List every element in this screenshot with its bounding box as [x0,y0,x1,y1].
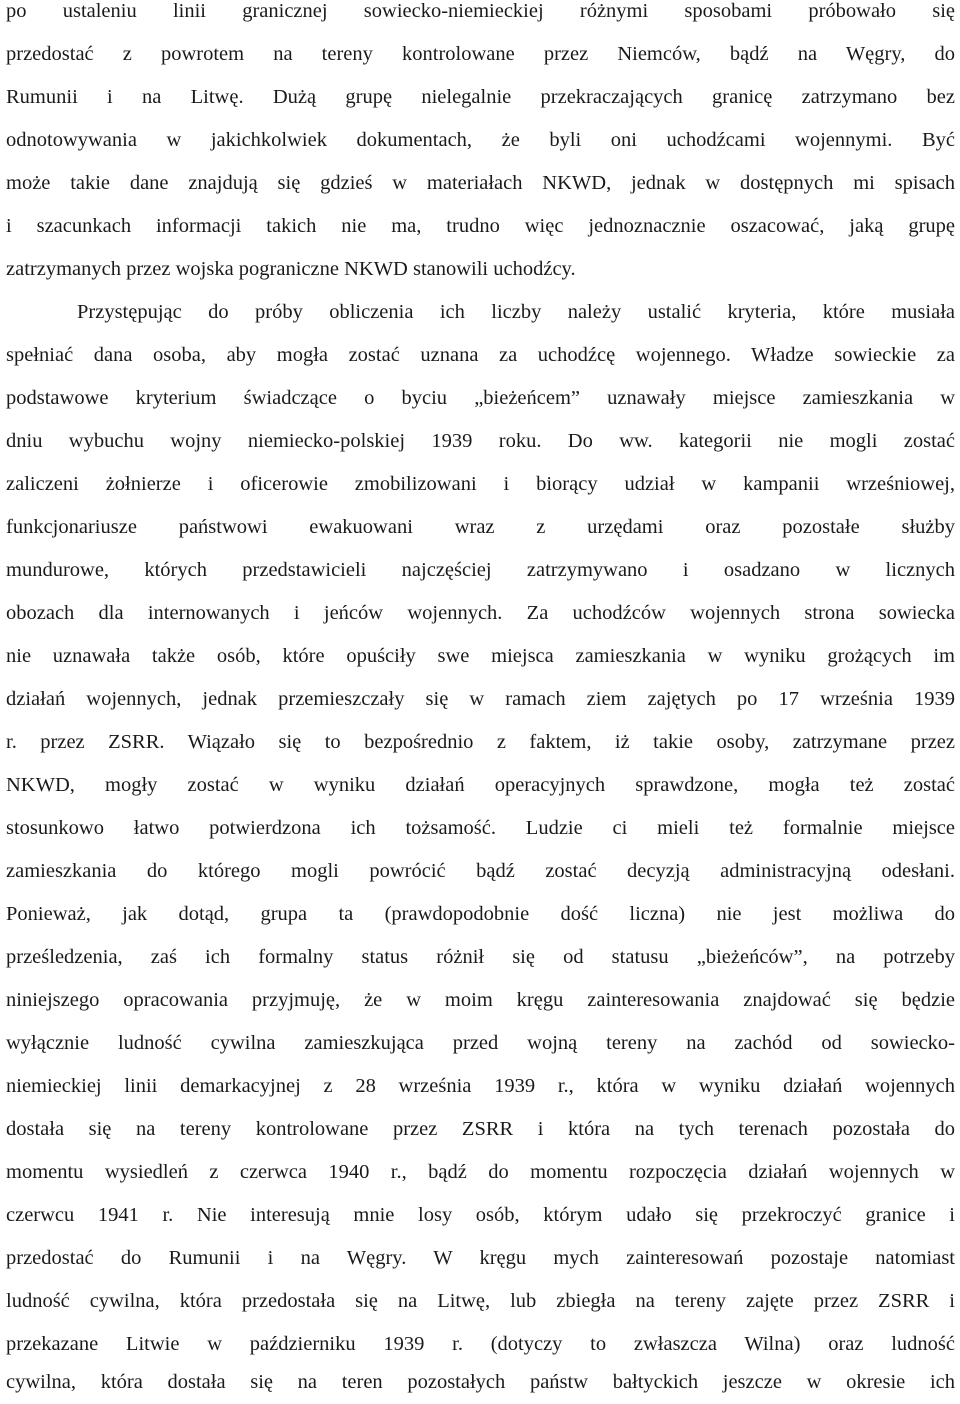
text-line: zatrzymanych przez wojska pograniczne NKWD stanowili uchodźcy. [6,258,576,280]
text-line: mundurowe, których przedstawicieli najczęściej zatrzymywano i osadzano w licznych [6,559,955,581]
text-line: zamieszkania do którego mogli powrócić bądź zostać decyzją administracyjną odesłani. [6,860,955,882]
text-line: odnotowywania w jakichkolwiek dokumentach, że byli oni uchodźcami wojennymi. Być [6,129,955,151]
text-line: dniu wybuchu wojny niemiecko-polskiej 1939 roku. Do ww. kategorii nie mogli zostać [6,430,955,452]
text-line: cywilna, która dostała się na teren pozostałych państw bałtyckich jeszcze w okresie ich [6,1371,955,1393]
text-line: stosunkowo łatwo potwierdzona ich tożsamość. Ludzie ci mieli też formalnie miejsce [6,817,955,839]
text-line: spełniać dana osoba, aby mogła zostać uznana za uchodźcę wojennego. Władze sowieckie za [6,344,955,366]
text-line: dostała się na tereny kontrolowane przez ZSRR i która na tych terenach pozostała do [6,1118,955,1140]
text-line: po ustaleniu linii granicznej sowiecko-niemieckiej różnymi sposobami próbowało się [6,0,955,22]
text-line: może takie dane znajdują się gdzieś w materiałach NKWD, jednak w dostępnych mi spisach [6,172,955,194]
text-line: przedostać do Rumunii i na Węgry. W kręgu mych zainteresowań pozostaje natomiast [6,1247,955,1269]
text-line: Rumunii i na Litwę. Dużą grupę nielegalnie przekraczających granicę zatrzymano bez [6,86,955,108]
text-line: prześledzenia, zaś ich formalny status różnił się od statusu „bieżeńców”, na potrzeby [6,946,955,968]
text-line: niniejszego opracowania przyjmuję, że w moim kręgu zainteresowania znajdować się będzie [6,989,955,1011]
text-line: nie uznawała także osób, które opuściły swe miejsca zamieszkania w wyniku grożących im [6,645,955,667]
text-line: r. przez ZSRR. Wiązało się to bezpośrednio z faktem, iż takie osoby, zatrzymane przez [6,731,955,753]
text-line: obozach dla internowanych i jeńców wojennych. Za uchodźców wojennych strona sowiecka [6,602,955,624]
text-line: działań wojennych, jednak przemieszczały się w ramach ziem zajętych po 17 września 1939 [6,688,955,710]
text-line: podstawowe kryterium świadczące o byciu „bieżeńcem” uznawały miejsce zamieszkania w [6,387,955,409]
text-line: przedostać z powrotem na tereny kontrolowane przez Niemców, bądź na Węgry, do [6,43,955,65]
text-line: przekazane Litwie w październiku 1939 r. (dotyczy to zwłaszcza Wilna) oraz ludność [6,1333,955,1355]
text-line: ludność cywilna, która przedostała się na Litwę, lub zbiegła na tereny zajęte przez ZSRR i [6,1290,955,1312]
text-line: niemieckiej linii demarkacyjnej z 28 września 1939 r., która w wyniku działań wojennych [6,1075,955,1097]
text-line: wyłącznie ludność cywilna zamieszkująca przed wojną tereny na zachód od sowiecko- [6,1032,955,1054]
text-line: funkcjonariusze państwowi ewakuowani wraz z urzędami oraz pozostałe służby [6,516,955,538]
text-line: momentu wysiedleń z czerwca 1940 r., bądź do momentu rozpoczęcia działań wojennych w [6,1161,955,1183]
text-line: Przystępując do próby obliczenia ich liczby należy ustalić kryteria, które musiała [77,301,955,323]
text-line: NKWD, mogły zostać w wyniku działań operacyjnych sprawdzone, mogła też zostać [6,774,955,796]
text-line: zaliczeni żołnierze i oficerowie zmobilizowani i biorący udział w kampanii wrześniowej, [6,473,955,495]
text-line: Ponieważ, jak dotąd, grupa ta (prawdopodobnie dość liczna) nie jest możliwa do [6,903,955,925]
text-line: i szacunkach informacji takich nie ma, trudno więc jednoznacznie oszacować, jaką grupę [6,215,955,237]
text-line: czerwcu 1941 r. Nie interesują mnie losy osób, którym udało się przekroczyć granice i [6,1204,955,1226]
